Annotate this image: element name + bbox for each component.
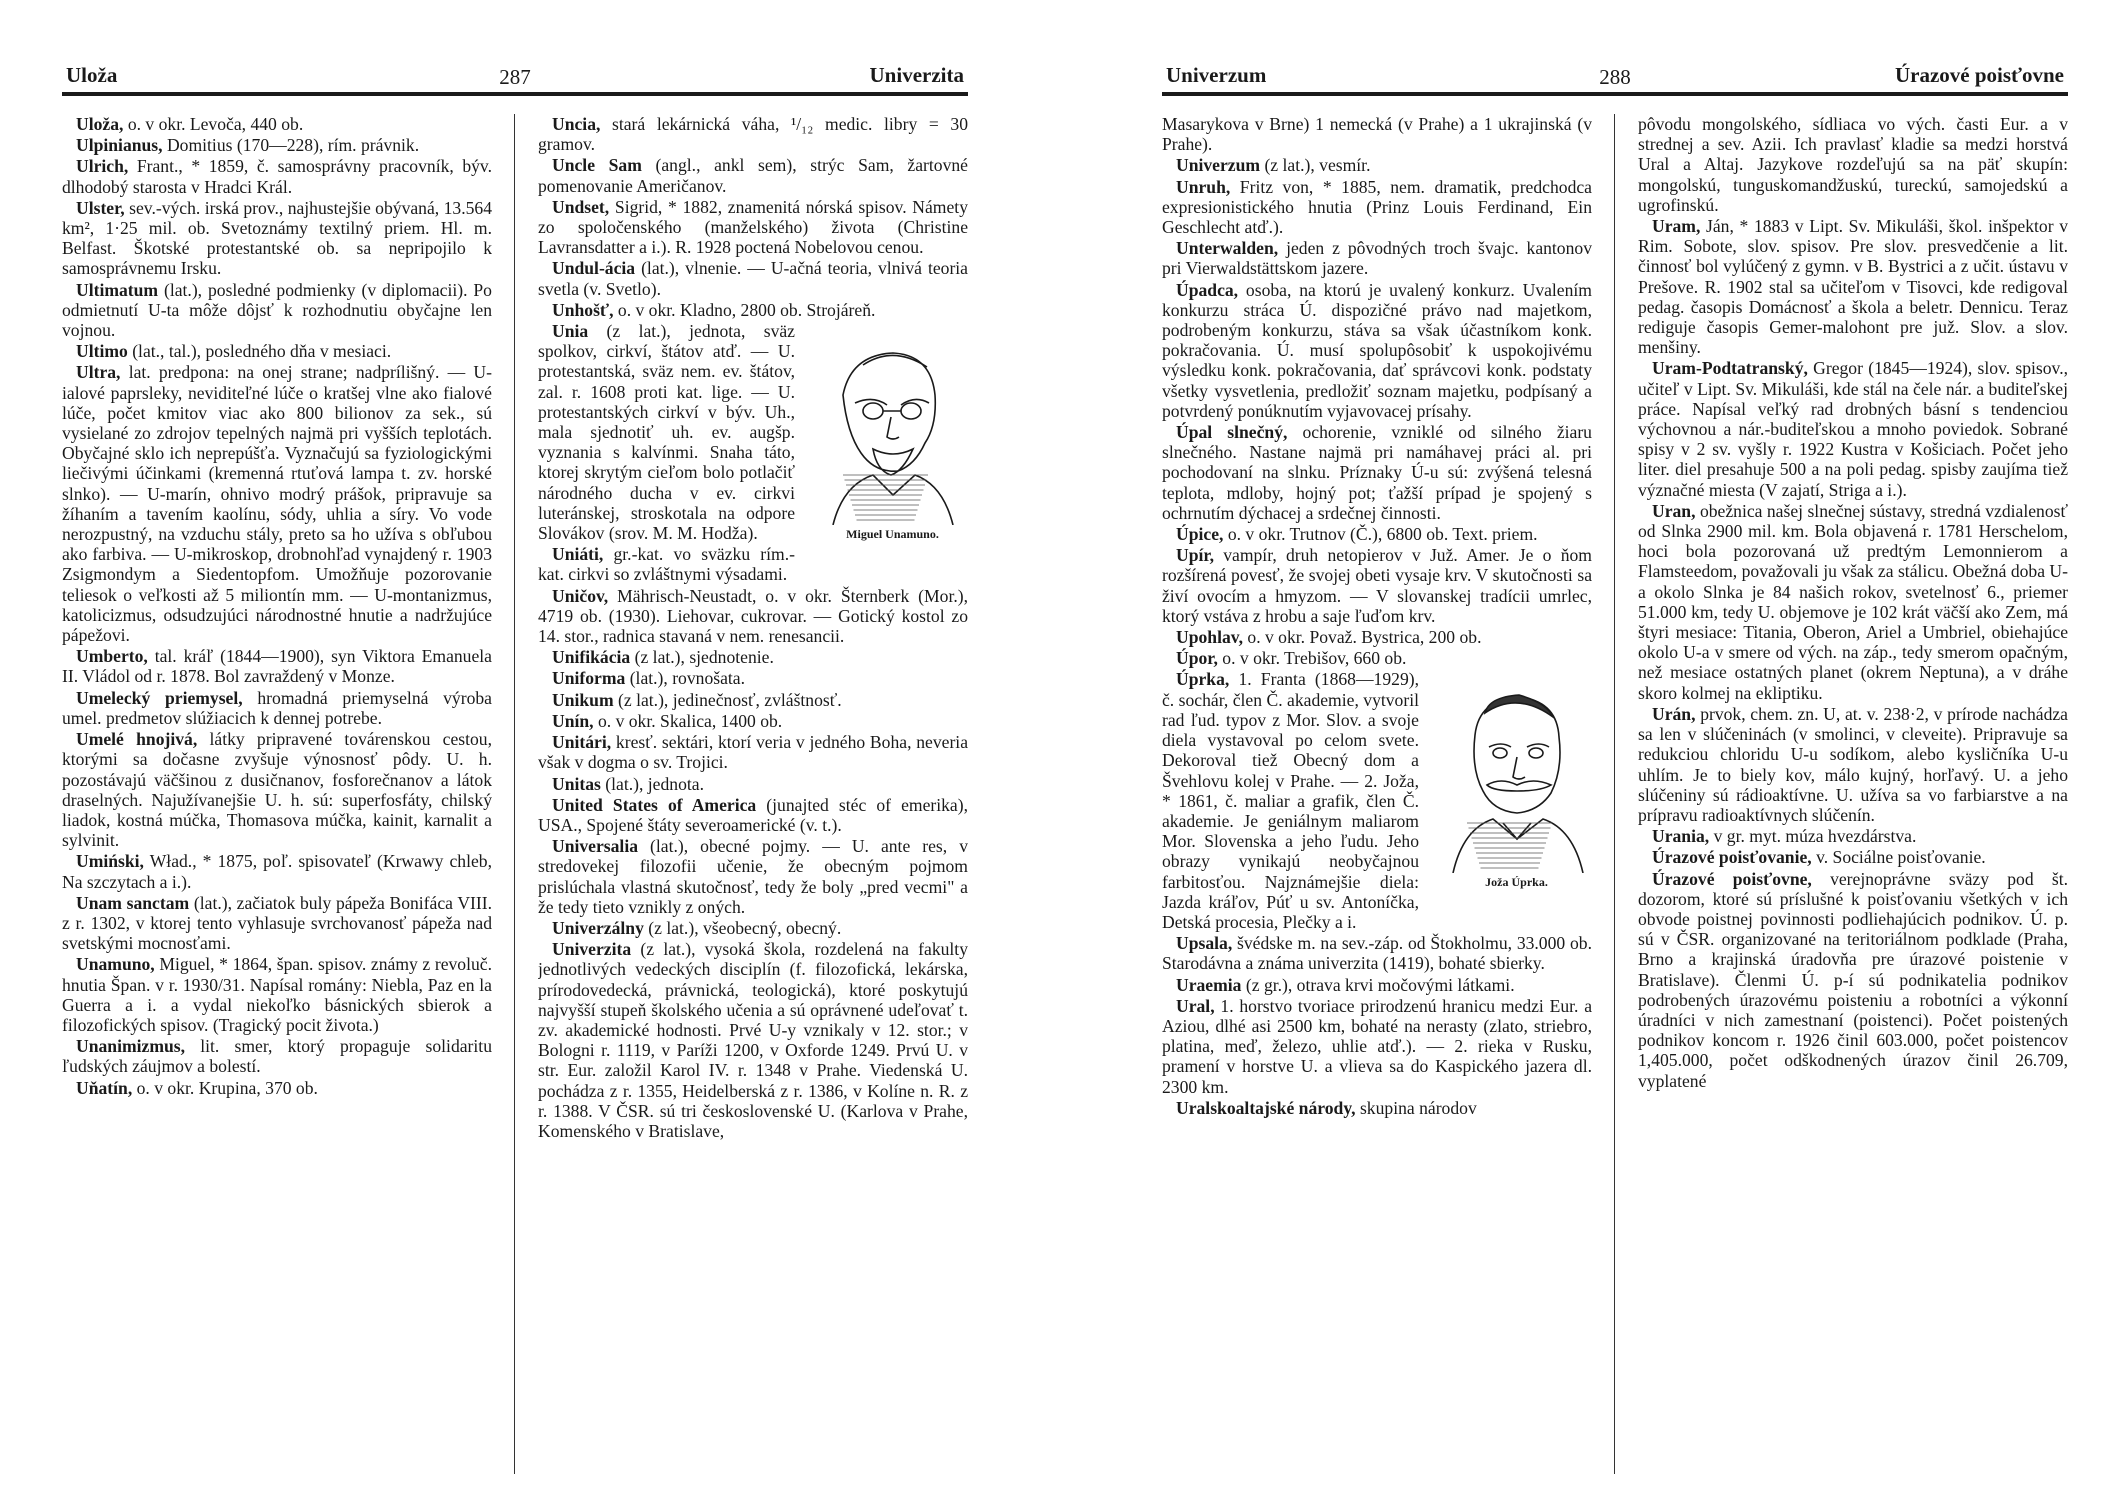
entry-term: Umelé hnojivá,	[76, 729, 198, 750]
portrait-stroke	[1474, 697, 1560, 813]
dictionary-entry	[1162, 1098, 1592, 1118]
column-2	[538, 114, 968, 1474]
entry-term: Uram,	[1652, 216, 1701, 237]
entry-text: (lat.), obecné pojmy. — U. ante res, v stredovekej filozofii učenie, že obecným pojmom prislúchala vlastná skutočnosť, tedy že boly „pred vecmi" a že tedy tieto vznikly z oných.	[538, 836, 968, 917]
entry-term: Unitári,	[552, 732, 612, 753]
entry-text: o. v okr. Skalica, 1400 ob.	[597, 710, 783, 731]
entry-term: Unam sanctam	[76, 892, 190, 913]
entry-text: osoba, na ktorú je uvalený konkurz. Uvalením konkurzu stráca Ú. dispozičné právo nad majetkom, podrobeným konkurzu, stáva sa však účastníkom konk. pokračovania. Ú. musí spolupôsobiť k uspokojivému výsledku konk. pokračovania, dať správcovi konk. podstaty všetky vysvetlenia, predložiť soznam majetku, podpísaný a potvrdený ponúknutím vyjavovacej prísahy.	[1162, 279, 1592, 421]
entry-text: o. v okr. Krupina, 370 ob.	[136, 1077, 318, 1098]
entry-text: kresť. sektári, ktorí veria v jedného Boha, neveria však v dogma o sv. Trojici.	[538, 732, 968, 773]
entry-term: Ultimatum	[76, 279, 159, 300]
entry-text: (z lat.), sjednotenie.	[634, 647, 774, 668]
entry-text: verejnoprávne sväzy pod št. dozorom, ktoré sú príslušné k poisťovaniu všetkých v ich obvode poistnej povinnosti podliehajúcich podnikov. Ú. p. sú v ČSR. organizované na teritoriálnom podklade (Praha, Brno a krajinská úradovňa pre úrazové poistenie v Bratislave). Členmi Ú. p-í sú podnikatelia podnikov podrobených úrazovému poisteniu a robotníci a výkonní úradníci v nich zamestnaní (poistenci). Počet poistených podnikov koncom r. 1926 činil 603.000, počet poistencov 1,405.000, počet odškodnených úrazov činil 26.709, vyplatené	[1638, 868, 2068, 1091]
dictionary-entry	[62, 114, 492, 134]
dictionary-entry	[538, 197, 968, 258]
portrait-drawing	[803, 325, 968, 525]
entry-term: Uncia,	[552, 114, 601, 134]
dictionary-entry	[1162, 155, 1592, 175]
page-header	[62, 62, 968, 96]
entry-term: Uniforma	[552, 668, 626, 689]
entry-text: lat. predpona: na onej strane; nadprílišný. — U-ialové paprsleky, neviditeľné lúče o kratšej vlne ako fialové lúče, počet kmitov viac ako 800 bilionov za sek., sú vysielané zo zdrojov tepelných najmä pri vyšších teplotách. Obyčajné sklo ich neprepúšťa. Vyznačujú sa fyziologickými liečivými účinkami (kremenná rtuťová lampa t. zv. horské slnko). — U-marín, ohnivo modrý prášok, pripravuje sa žíhaním a tavením kaolínu, sódy, uhlia a síry. Vo vode nerozpustný, na vzduchu stály, preto sa ho užíva s obľubou ako farbiva. — U-mikroskop, drobnohľad vynajdený r. 1903 Zsigmondym a Siedentopfom. Umožňuje pozorovanie teliesok o veľkosti až 5 miliontín mm. — U-montanizmus, katolicizmus, odsudzujúci národnostné hnutie a nadržujúce pápežovi.	[62, 362, 492, 646]
portrait-stroke	[1487, 781, 1551, 791]
entry-text: Sigrid, * 1882, znamenitá nórská spisov. Námety zo spoločenského (manželského) života (Christine Lavransdatter a i.). R. 1928 poctená Nobelovou cenou.	[538, 196, 968, 258]
entry-term: Uloža,	[76, 114, 124, 134]
entry-text: (z lat.), vesmír.	[1264, 155, 1371, 176]
entry-text: skupina národov	[1359, 1097, 1477, 1118]
dictionary-entry	[538, 774, 968, 794]
entry-term: Unanimizmus,	[76, 1036, 185, 1057]
dictionary-entry	[1162, 114, 1592, 154]
dictionary-entry	[1162, 648, 1592, 668]
entry-text: Wład., * 1875, poľ. spisovateľ (Krwawy chleb, Na szczytach a i.).	[62, 851, 492, 892]
dictionary-entry	[1162, 177, 1592, 238]
portrait-figure	[1427, 673, 1592, 889]
dictionary-entry	[538, 258, 968, 298]
dictionary-entry	[1162, 545, 1592, 626]
entry-term: Umberto,	[76, 646, 148, 667]
dictionary-entry	[1638, 847, 2068, 867]
entry-text: ochorenie, vzniklé od silného žiaru slnečného. Nastane najmä pri namáhavej práci al. pri pochodovaní na slnku. Príznaky Ú-u sú: zvýšená telesná teplota, mdloby, hojný pot; ťažší prípad je spojený s ochrnutím dýchacej a srdečnej činnosti.	[1162, 422, 1592, 523]
entry-text: pôvodu mongolského, sídliaca vo vých. časti Eur. a v strednej a sev. Azii. Ich pravlasť kladie sa medzi horstvá Ural a Altaj. Jazykove rozdeľujú sa na päť skupín: mongolskú, tunguskomandžuskú, tureckú, samojedskú a ugrofinskú.	[1638, 114, 2068, 215]
right-page	[1055, 0, 2110, 1500]
header-right-word: Univerzita	[869, 63, 964, 87]
dictionary-entry	[538, 321, 968, 543]
entry-term: Umiński,	[76, 851, 144, 872]
dictionary-entry	[538, 114, 968, 154]
entry-term: Uncle Sam	[552, 155, 642, 176]
dictionary-entry	[62, 851, 492, 891]
entry-text: Frant., * 1859, č. samosprávny pracovník, býv. dlhodobý starosta v Hradci Král.	[62, 156, 492, 197]
entry-text: Masarykova v Brne) 1 nemecká (v Prahe) a 1 ukrajinská (v Prahe).	[1162, 114, 1592, 155]
entry-text: o. v okr. Trebišov, 660 ob.	[1222, 648, 1407, 669]
entry-term: Úpal slnečný,	[1176, 422, 1288, 443]
column-1	[1162, 114, 1592, 1474]
entry-term: Úprka,	[1176, 669, 1230, 690]
entry-text: obežnica našej slnečnej sústavy, stredná vzdialenosť od Slnka 2900 mil. km. Bola objavená r. 1781 Herschelom, hoci bola pozorovaná už predtým Lemonnierom a Flamsteedom, považovali ju však za stálicu. Obežná doba U-a okolo Slnka je 84 našich rokov, svetelnosť 6., priemer 51.000 km, tedy U. objemove je 102 krát väčší ako Zem, má štyri mesiace: Titania, Oberon, Ariel a Umbriel, obiehajúce okolo U-a v smere od vých. na záp., tedy smerom opačným, než mesiace ostatných planet (okrem Neptuna), a v dráhe skoro kolmej na ekliptiku.	[1638, 500, 2068, 703]
entry-text: (z lat.), všeobecný, obecný.	[648, 917, 842, 938]
portrait-caption: Miguel Unamuno.	[846, 527, 939, 542]
entry-term: Urania,	[1652, 826, 1710, 847]
entry-term: Ural,	[1176, 995, 1215, 1016]
portrait-stroke	[863, 403, 921, 419]
dictionary-entry	[1162, 669, 1592, 932]
dictionary-entry	[62, 1078, 492, 1098]
entry-term: United States of America	[552, 794, 757, 815]
dictionary-entry	[1638, 501, 2068, 703]
entry-term: Unruh,	[1176, 176, 1231, 197]
entry-text: (junajted stéc of emerika), USA., Spojené štáty severoamerické (v. t.).	[538, 794, 968, 835]
entry-term: Undset,	[552, 196, 610, 217]
entry-text: (z gr.), otrava krvi močovými látkami.	[1245, 974, 1515, 995]
entry-term: Úpice,	[1176, 524, 1224, 545]
entry-term: Úpor,	[1176, 648, 1218, 669]
entry-term: Úpadca,	[1176, 279, 1239, 300]
entry-text: (lat.), vlnenie. — U-ačná teoria, vlnivá teoria svetla (v. Svetlo).	[538, 258, 968, 299]
dictionary-entry	[1638, 826, 2068, 846]
portrait-stroke	[1453, 819, 1583, 873]
header-right-word: Úrazové poisťovne	[1894, 63, 2064, 87]
entry-text: (angl., ankl sem), strýc Sam, žartovné pomenovanie Američanov.	[538, 155, 968, 196]
entry-text: Ján, * 1883 v Lipt. Sv. Mikuláši, škol. inšpektor v Rim. Sobote, slov. spisov. Pre slov. presvedčenie a lit. činnosť bol vylúčený z gymn. v B. Bystrici a z učit. ústavu v Prešove. R. 1902 stal sa učiteľom v Tisovci, kde redigoval pedag. časopis Domácnosť a škola a beletr. Dennicu. Teraz rediguje časopis Gemer-malohont pre juž. Slov. a slov. menšiny.	[1638, 216, 2068, 358]
dictionary-entry	[538, 836, 968, 917]
entry-term: Upír,	[1176, 545, 1214, 566]
entry-term: Úrazové poisťovanie,	[1652, 847, 1812, 868]
header-left-word: Uloža	[66, 63, 118, 87]
entry-term: Unín,	[552, 710, 594, 731]
dictionary-entry	[1638, 114, 2068, 215]
dictionary-entry	[1162, 627, 1592, 647]
dictionary-entry	[1638, 216, 2068, 357]
dictionary-entry	[1638, 869, 2068, 1091]
entry-text: (z lat.), vysoká škola, rozdelená na fakulty jednotlivých vedeckých disciplín (f. filozofická, lekárska, prírodovedecká, právnická, teologická), ktoré poskytujú najvyšší stupeň školského učenia a sú oprávnené udeľovať t. zv. akademické hodnosti. Prvé U-y vznikaly v 12. stor.; v Bologni r. 1119, v Paríži 1200, v Oxforde 1249. Prvú U. v str. Eur. založil Karol IV. r. 1348 v Prahe. Viedenská U. pochádza z r. 1355, Heidelberská z r. 1386, v Kolíne n. R. z r. 1388. V ČSR. sú tri československé U. (Karlova v Prahe, Komenského v Bratislave,	[538, 939, 968, 1141]
entry-text: tal. kráľ (1844—1900), syn Viktora Emanuela II. Vládol od r. 1878. Bol zavraždený v Monze.	[62, 646, 492, 687]
portrait-stroke	[887, 417, 899, 439]
entry-term: Unikum	[552, 689, 614, 710]
dictionary-entry	[62, 646, 492, 686]
dictionary-entry	[1162, 238, 1592, 278]
entry-text: Fritz von, * 1885, nem. dramatik, predchodca expresionistického hnutia (Prinz Louis Ferdinand, Ein Geschlecht atď.).	[1162, 176, 1592, 238]
portrait-stroke	[1489, 744, 1549, 747]
entry-text: o. v okr. Považ. Bystrica, 200 ob.	[1247, 627, 1482, 648]
entry-text: jeden z pôvodných troch švajc. kantonov pri Vierwaldstättskom jazere.	[1162, 238, 1592, 279]
entry-text: stará lekárnická váha, ¹/₁₂ medic. libry = 30 gramov.	[538, 114, 968, 155]
column-2	[1638, 114, 2068, 1474]
dictionary-entry	[1162, 996, 1592, 1097]
entry-term: Univerzum	[1176, 155, 1261, 176]
entry-term: Ultra,	[76, 362, 121, 383]
dictionary-entry	[62, 729, 492, 850]
dictionary-entry	[538, 795, 968, 835]
portrait-stroke	[1513, 757, 1525, 779]
page-number: 287	[499, 65, 531, 89]
entry-text: hromadná priemyselná výroba umel. predmetov slúžiacich k dennej potrebe.	[62, 687, 492, 728]
portrait-stroke	[1493, 748, 1543, 758]
dictionary-entry	[538, 155, 968, 195]
dictionary-entry	[62, 198, 492, 279]
entry-text: vampír, druh netopierov v Juž. Amer. Je o ňom rozšírená povesť, že svojej obeti vysaje krv. V skutočnosti sa živí ovocím a hmyzom. — V slovanskej tradícii umrlec, ktorý vstáva z hrobu a saje ľuďom krv.	[1162, 545, 1592, 626]
dictionary-entry	[62, 688, 492, 728]
dictionary-entry	[538, 939, 968, 1141]
dictionary-entry	[538, 918, 968, 938]
dictionary-entry	[62, 954, 492, 1035]
entry-term: Ultimo	[76, 341, 128, 362]
entry-term: Univerzálny	[552, 917, 644, 938]
entry-text: lit. smer, ktorý propaguje solidaritu ľudských záujmov a bolestí.	[62, 1036, 492, 1077]
dictionary-entry	[538, 586, 968, 647]
dictionary-entry	[1638, 704, 2068, 825]
entry-term: Urán,	[1652, 703, 1696, 724]
entry-term: Unhošť,	[552, 299, 614, 320]
dictionary-entry	[538, 732, 968, 772]
dictionary-entry	[538, 668, 968, 688]
dictionary-entry	[1162, 524, 1592, 544]
entry-term: Unia	[552, 321, 589, 342]
entry-term: Upohlav,	[1176, 627, 1243, 648]
entry-term: Uničov,	[552, 585, 609, 606]
dictionary-entry	[62, 135, 492, 155]
entry-term: Uran,	[1652, 500, 1696, 521]
column-divider	[1614, 114, 1615, 1474]
entry-text: 1. Franta (1868—1929), č. sochár, člen Č. akademie, vytvoril rad ľud. typov z Mor. Slov. a svoje diela vystavoval po celom svete. Dekoroval tiež Obecný dom a Švehlovu kolej v Prahe. — 2. Joža, * 1861, č. maliar a grafik, člen Č. akademie. Je geniálnym maliarom Mor. Slovenska a jeho ľudu. Jeho obrazy vynikajú neobyčajnou farbitosťou. Najznámejšie diela: Jazda kráľov, Púť u sv. Antoníčka, Detská procesia, Plečky a i.	[1162, 669, 1419, 932]
dictionary-entry	[1162, 280, 1592, 421]
entry-term: Uram-Podtatranský,	[1652, 358, 1808, 379]
entry-text: o. v okr. Trutnov (Č.), 6800 ob. Text. priem.	[1227, 524, 1538, 545]
entry-term: Uňatín,	[76, 1077, 133, 1098]
dictionary-entry	[62, 1036, 492, 1076]
portrait-caption: Joža Úprka.	[1485, 875, 1548, 890]
dictionary-entry	[62, 893, 492, 954]
dictionary-entry	[62, 156, 492, 196]
dictionary-entry	[62, 280, 492, 341]
entry-term: Unamuno,	[76, 954, 155, 975]
entry-term: Unitas	[552, 773, 601, 794]
entry-text: sev.-vých. irská prov., najhustejšie obývaná, 13.564 km², 1·25 mil. ob. Svetoznámy textilný priem. Hl. m. Belfast. Škotské protestantské ob. sa nepripojilo k samosprávnemu Irsku.	[62, 197, 492, 279]
column-divider	[514, 114, 515, 1474]
entry-text: (z lat.), jednota, sväz spolkov, cirkví, štátov atď. — U. protestantská, sväz nem. ev. štátov, zal. r. 1608 proti kat. lige. — U. protestantských cirkví v býv. Uh., mala sjednotiť uh. ev. augšp. vyznania s kalvínmi. Snaha táto, ktorej skrytým cieľom bolo potlačiť národného ducha v ev. cirkvi luteránskej, stroskotala na odpore Slovákov (srov. M. M. Hodža).	[538, 321, 795, 544]
entry-text: (lat.), rovnošata.	[629, 668, 745, 689]
dictionary-entry	[538, 690, 968, 710]
portrait-stroke	[1485, 695, 1553, 717]
entry-text: o. v okr. Levoča, 440 ob.	[127, 114, 304, 134]
entry-term: Upsala,	[1176, 933, 1233, 954]
portrait-stroke	[855, 399, 929, 405]
entry-text: (lat.), posledné podmienky (v diplomacii). Po odmietnutí U-ta môže dôjsť k rozhodnutiu obyčajne len vojnou.	[62, 279, 492, 341]
entry-text: Domitius (170—228), rím. právnik.	[166, 135, 420, 156]
entry-term: Uniáti,	[552, 544, 604, 565]
entry-text: (z lat.), jedinečnosť, zvláštnosť.	[618, 689, 842, 710]
entry-text: (lat.), jednota.	[605, 773, 704, 794]
dictionary-entry	[1162, 422, 1592, 523]
entry-text: gr.-kat. vo sväzku rím.-kat. cirkvi so zvláštnymi výsadami.	[538, 544, 795, 585]
entry-text: Gregor (1845—1924), slov. spisov., učiteľ v Lipt. Sv. Mikuláši, kde stál na čele nár. a buditeľskej práce. Napísal veľký rad drobných básní s tendenciou výchovnou a nár.-buditeľskou a mnoho poviedok. Sobrané spisy v 2 sv. vyšly r. 1922 Kustra v Košiciach. Počet jeho liter. diel presahuje 500 a na poli pedag. spisby zaujíma tiež význačné miesta (V zajatí, Striga a i.).	[1638, 358, 2068, 500]
portrait-drawing	[1427, 673, 1592, 873]
dictionary-entry	[538, 647, 968, 667]
entry-term: Univerzita	[552, 939, 632, 960]
entry-text: (lat., tal.), posledného dňa v mesiaci.	[132, 341, 392, 362]
entry-term: Ulpinianus,	[76, 135, 163, 156]
entry-text: v. Sociálne poisťovanie.	[1816, 847, 1986, 868]
entry-text: 1. horstvo tvoriace prirodzenú hranicu medzi Eur. a Aziou, dlhé asi 2500 km, bohaté na nerasty (zlato, striebro, platina, meď, železo, uhlie atď.). — 2. rieka v Rusku, pramení v horstve U. a vlieva sa do Kaspického jazera dl. 2300 km.	[1162, 995, 1592, 1097]
entry-term: Ulrich,	[76, 156, 129, 177]
entry-text: Mährisch-Neustadt, o. v okr. Šternberk (Mor.), 4719 ob. (1930). Liehovar, cukrovar. — Gotický kostol zo 14. stor., radnica stavaná v nem. renesancii.	[538, 585, 968, 647]
dictionary-entry	[1162, 975, 1592, 995]
dictionary-entry	[538, 544, 968, 584]
entry-term: Unifikácia	[552, 647, 631, 668]
entry-text: (lat.), začiatok buly pápeža Bonifáca VIII. z r. 1302, v ktorej tento vyhlasuje svrchovanosť pápeža nad svetskými mocnosťami.	[62, 892, 492, 954]
page-number: 288	[1599, 65, 1631, 89]
entry-term: Unterwalden,	[1176, 238, 1279, 259]
header-left-word: Univerzum	[1166, 63, 1267, 87]
entry-term: Ulster,	[76, 197, 125, 218]
entry-term: Undul-ácia	[552, 258, 636, 279]
entry-term: Universalia	[552, 836, 639, 857]
entry-term: Uraemia	[1176, 974, 1242, 995]
dictionary-entry	[538, 711, 968, 731]
entry-term: Úrazové poisťovne,	[1652, 868, 1812, 889]
entry-text: o. v okr. Kladno, 2800 ob. Strojáreň.	[617, 299, 876, 320]
entry-text: švédske m. na sev.-záp. od Štokholmu, 33.000 ob. Starodávna a známa univerzita (1419), bohaté sbierky.	[1162, 933, 1592, 974]
page-header	[1162, 62, 2068, 96]
dictionary-entry	[1162, 933, 1592, 973]
dictionary-entry	[1638, 358, 2068, 499]
entry-text: Miguel, * 1864, špan. spisov. známy z revoluč. hnutia Špan. v r. 1930/31. Napísal romány: Niebla, Paz en la Guerra a i. a vydal niekoľko básnických sbierok a filozofických spisov. (Tragický pocit života.)	[62, 954, 492, 1035]
entry-text: látky pripravené továrenskou cestou, ktorými sa dočasne zvyšuje výnosnosť pôdy. U. h. pozostávajú väčšinou z dusičnanov, fosforečnanov a látok draselných. Najužívanejšie U. h. sú: superfosfáty, chilský liadok, kostná múčka, Thomasova múčka, kainit, karnalit a sylvinit.	[62, 729, 492, 851]
entry-text: prvok, chem. zn. U, at. v. 238·2, v prírode nachádza sa len v slúčeninách (v smolinci, v cleveite). Pripravuje sa redukciou chloridu U-u sodíkom, alebo kysličníka U-u uhlím. Je to biely kov, málo kujný, horľavý. U. a jeho slúčeniny sú rádioaktívne. U. užíva sa vo farbiarstve a na prípravu radioaktívnych slúčenín.	[1638, 703, 2068, 825]
entry-term: Umelecký priemysel,	[76, 687, 243, 708]
entry-term: Uralskoaltajské národy,	[1176, 1097, 1356, 1118]
dictionary-entry	[62, 362, 492, 645]
entry-text: v gr. myt. múza hvezdárstva.	[1713, 826, 1917, 847]
dictionary-entry	[538, 300, 968, 320]
dictionary-entry	[62, 341, 492, 361]
column-1	[62, 114, 492, 1474]
portrait-figure	[803, 325, 968, 541]
